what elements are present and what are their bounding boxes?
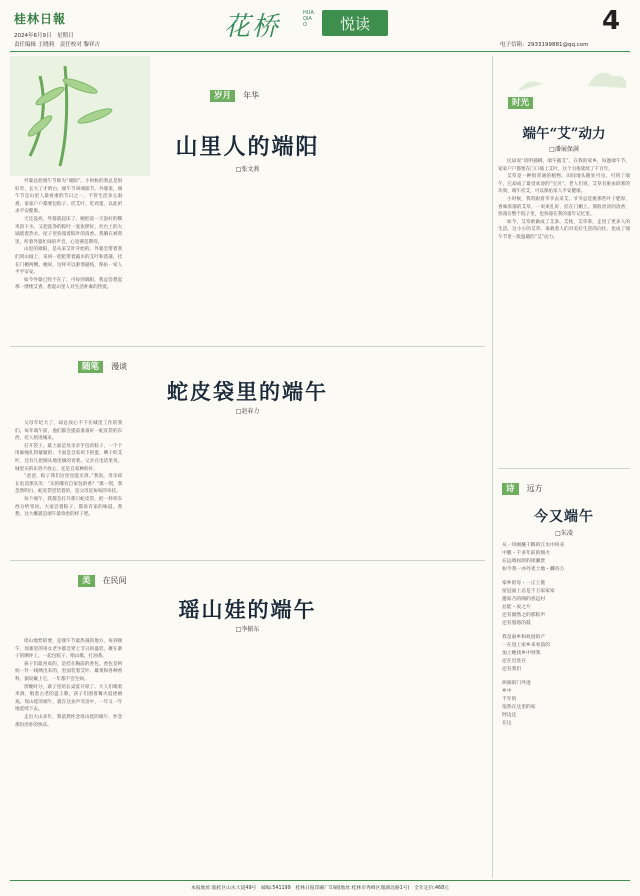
article-body [15,420,480,555]
article-5 [498,472,630,876]
paragraph: 如今，艾草被做成了艾条、艾枕、艾草茶，走进了更多人的生活。这小小的艾草，承载着人们对美好生活的向往，也成了端午节里一股温暖的“艾”动力。 [498,219,630,240]
article-title: 蛇皮袋里的端午 [167,379,328,404]
article-body [15,178,480,343]
poem-line: 两端的门外进 [502,681,531,686]
poem-line: 千年的 [502,697,517,702]
article-byline: □朱凌 [555,530,573,537]
paragraph: 民谚说“清明插柳，端午插艾”。在我的家乡，每逢端午节，家家户户都要在门口插上艾叶，这个习俗延续了千百年。 [498,159,630,172]
article-text [15,178,122,292]
poem-line: 还有偶然之的那粽声 [502,613,546,618]
email-line: 电子信箱：2933199881@qq.com [500,42,589,48]
poem-line: 还有我们 [502,667,522,672]
paragraph: 如今外婆已经不在了，可每到端阳，我总会想起那一缕缕艾香，想起山里人对生活朴素的热爱。 [15,277,123,291]
paragraph: 天还没亮，外婆就起床了。她把前一天泡好的糯米沥干水，又把洗净的粽叶一张张摆好。灶台上的大锅烧着热水，屋子里弥漫着粽叶的清香。我躺在被窝里，听着外婆忙碌的声音，心里满是期待。 [15,216,123,245]
poem-line: 加上她找乡中到我 [502,651,541,656]
supplement-title: 花桥 [224,12,281,42]
article-title: 山里人的端阳 [175,134,320,160]
masthead-divider [10,51,630,52]
masthead [0,0,640,52]
poem-line: 从一块刚蘸干糯的江水中回来 [502,543,565,548]
column-badge [322,10,388,36]
paragraph: 小时候，我常跟着爷爷去采艾。爷爷总是挑那些叶子肥厚、香味浓郁的艾草，一束束扎好，挂在门楣上。那股淡淡的清香，弥漫在整个院子里，也弥漫在我的童年记忆里。 [498,196,630,218]
paragraph: 走出大山多年，我依然怀念瑶山娃的端午，怀念那份淳朴的快乐。 [15,714,123,728]
section-label: 时光 [508,97,533,109]
article-byline: □张文燕 [235,166,260,173]
article-byline: □李振东 [235,626,260,633]
poem-line: 家乡的母・一正上施 [502,581,546,586]
paragraph: 艾草是一种很普通的植物，田间地头随处可见。可到了端午，它却成了最受欢迎的“宝贝”。老人们说，艾草有驱虫辟邪的功效，端午挂艾，可以保佑家人平安健康。 [498,174,630,195]
supplement-pinyin: HUA QIAO [303,10,314,28]
paragraph: 傍晚时分，寨子里的长桌宴开席了。大人们喝着米酒，唱着古老的盘王歌，孩子们围着篝火追逐嬉戏。瑶山娃的端午，就在这欢声笑语中，一年又一年地延续下去。 [15,684,123,713]
section-tag-4 [508,90,533,109]
divider [498,468,630,469]
article-text [15,638,122,729]
section-sub-label: 在民间 [102,576,127,585]
paragraph: 每个端午，我都会打开那只蛇皮袋，把一样样东西分给邻居。大家尝着粽子，都说有家的味道。我想，这大概就是端午最珍贵的样子吧。 [15,496,123,518]
poem-line: 屋冠面上总是千万家家家 [502,589,555,594]
poem-line: 邀家乃的阁的意远村 [502,597,546,602]
newspaper-logo: 桂林日報 [14,12,67,26]
footer: 本报地址:临桂区山水大道49号 邮编:541199 桂林日报印刷厂印刷(地址:桂林市秀峰区理湖北路1号) 全年定价:468元 [191,886,449,891]
article-title: 端午“艾”动力 [522,126,606,142]
paragraph: 父母年纪大了，却总放心不下在城里工作的我们。每年端午前，他们都会提前准备好一蛇皮袋的东西，托人捎进城来。 [15,421,123,442]
poem-line: 在远端屈原的闭湘景 [502,559,546,564]
paragraph: 孩子们最喜欢的，是挂在胸前的香包。香包是阿妈一针一线绣出来的，里面装着艾叶、雄黄和各种香料，据说戴上它，一年都不会生病。 [15,661,123,682]
poem-line: 乡中 [502,689,512,694]
section-sub-label: 漫谈 [111,362,128,371]
article-title: 今又端午 [534,509,594,525]
article-byline: □赵春力 [235,408,260,415]
article-byline: □潘展保满 [549,146,579,153]
paragraph: 瑶山地势险要，是端午节最热闹的地方。每到端午，瑶寨里的男女老少都会穿上节日的盛装，聚在寨子的晒坪上，一起包粽子、唱山歌、打油茶。 [15,639,123,660]
article-3 [10,564,485,876]
article-body [15,638,480,870]
editor-line: 责任编辑 王晓莉 责任校对 黎祥吉 [14,42,100,48]
article-text [498,158,630,462]
poem-line: 依然在这里的家 [502,705,536,710]
footer-divider [10,880,630,881]
poem-line: 总能・夜之片 [502,605,531,610]
paragraph: 外婆总把端午节称为“端阳”。小时候的我总是很好奇，长大了才明白，端午节叫端阳节。外婆说，端午节是山里人最看重的节日之一，不管生活多么艰难，家家户户都要包粽子、挂艾叶、吃鸡蛋，以此祈求平安健康。 [15,179,123,215]
poem-line: 如今我一亦外麦土地・麟吞万 [502,567,565,572]
poem-line: 在这 [502,721,512,726]
article-2 [10,350,485,560]
section-label: 诗 [502,483,519,495]
poem-line: 还在近处在 [502,659,526,664]
article-1 [10,56,485,346]
section-sub-label: 远方 [526,484,543,493]
section-label: 岁月 [210,90,235,102]
paragraph: “爸爸，粽子我们这里也能买到。”我说。母亲却在电话那头笑：“买的哪有自家包的香？”那一刻，我忽然明白，蛇皮袋里装着的，是父母沉甸甸的牵挂。 [15,474,123,495]
poem-body [502,542,628,872]
section-tag-2 [78,354,127,373]
poem-line: 我是艰乡和故园的产 [502,635,546,640]
paragraph: 打开袋子，最上面是母亲亲手包的粽子，一个个用麻绳扎得紧紧的；下面是自家鸡下的蛋、晒干的艾叶，还有几把刚从地里摘的青菜。父亲在电话里说，城里买的东西不放心，还是自家种的好。 [15,443,123,472]
column-name: 悦读 [339,15,370,33]
divider [10,346,485,347]
date-line: 2024年6月9日 星期日 [14,33,74,39]
section-label: 随笔 [78,361,103,373]
section-sub-label: 年华 [243,91,260,100]
poem-line: 还有悠悠的鼓 [502,621,531,626]
article-title: 瑶山娃的端午 [178,597,317,622]
article-4 [498,56,630,466]
poem-line: 阿边还 [502,713,517,718]
article-text [15,420,122,519]
poem-line: 中腿・千多年前的烟火 [502,551,550,556]
section-tag-3 [78,568,127,587]
section-tag-1 [210,83,259,102]
poem-line: 一在进上家乡来看前的 [502,643,550,648]
section-tag-5 [502,476,543,495]
section-label: 美 [78,575,95,587]
paragraph: 山里的端阳，是从采艾叶开始的。外婆会带着我们到山坡上，采回一把把带着露水的艾叶和菖蒲，挂在门楣两侧。她说，这样可以驱邪避疫，保佑一家人平平安安。 [15,247,123,276]
column-divider [492,56,493,878]
page-number: 4 [602,6,621,36]
divider [10,560,485,561]
